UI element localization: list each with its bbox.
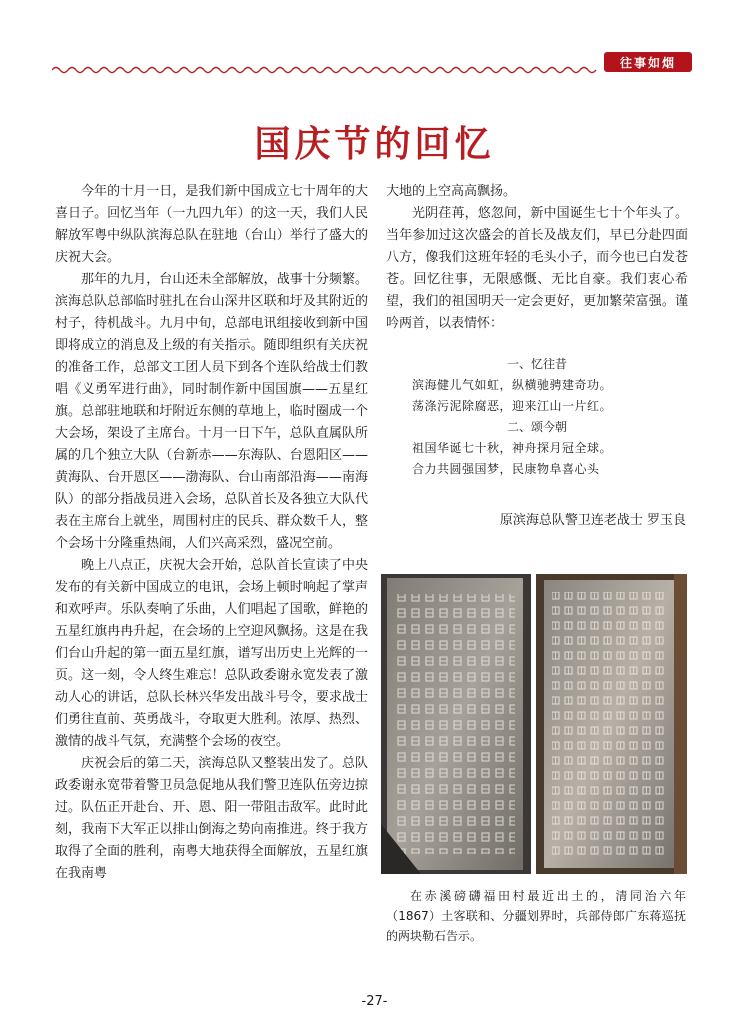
left-column — [55, 181, 368, 885]
paragraph-4-continued: 大地的上空高高飘扬。 — [386, 184, 517, 199]
poem-block — [386, 354, 688, 480]
poem-section-1-title: 一、忆往昔 — [506, 357, 567, 371]
paragraph-1: 今年的十月一日，是我们新中国成立七十周年的大喜日子。回忆当年（一九四九年）的这一天，我们人民解放军粤中纵队滨海总队在驻地（台山）举行了盛大的庆祝大会。 — [55, 184, 368, 265]
decorative-wavy-rule — [52, 64, 597, 76]
paragraph-3: 晚上八点正，庆祝大会开始，总队首长宣读了中央发布的有关新中国成立的电讯，会场上顿时响起了掌声和欢呼声。乐队奏响了乐曲，人们唱起了国歌，鲜艳的五星红旗冉冉升起，在会场的上空迎风飘扬。这是在我们台山升起的第一面五星红旗，谱写出历史上光辉的一页。这一刻，令人终生难忘！总队政委谢永宽发表了激动人心的讲话，总队长林兴华发出战斗号令，要求战士们勇往直前、英勇战斗，夺取更大胜利。浓厚、热烈、激情的战斗气氛，充满整个会场的夜空。 — [55, 558, 368, 749]
article-title: 国庆节的回忆 — [254, 124, 495, 165]
right-column — [386, 181, 688, 335]
paragraph-4: 庆祝会后的第二天，滨海总队又整装出发了。总队政委谢永宽带着警卫员急促地从我们警卫连队伍旁边掠过。队伍正开赴台、开、恩、阳一带阻击敌军。此时此刻，我南下大军正以排山倒海之势向南推进。终于我方取得了全面的胜利，南粤大地获得全面解放，五星红旗在我南粤 — [55, 756, 368, 881]
page-number: -27- — [361, 994, 388, 1009]
paragraph-5: 光阴荏苒，悠忽间，新中国诞生七十个年头了。当年参加过这次盛会的首长及战友们，早已分赴四面八方，像我们这班年轻的毛头小子，而今也已白发苍苍。回忆往事，无限感慨、无比自豪。我们衷心希望，我们的祖国明天一定会更好，更加繁荣富强。谨吟两首，以表情怀： — [386, 206, 688, 331]
poem-line: 滨海健儿气如虹，纵横驰骋建奇功。 — [412, 378, 613, 392]
poem-section-2-title: 二、颂今朝 — [506, 420, 567, 434]
section-tag: 往事如烟 — [604, 52, 692, 72]
photo-caption: 在赤溪磅礴福田村最近出土的，清同治六年（1867）土客联和、分疆划界时，兵部侍郎广东蒋巡抚的两块勒石告示。 — [386, 889, 686, 943]
poem-line: 祖国华诞七十秋，神舟探月冠全球。 — [412, 441, 613, 455]
stone-tablet-photo-1 — [381, 574, 531, 874]
paragraph-2: 那年的九月，台山还未全部解放，战事十分频繁。滨海总队总部临时驻扎在台山深井区联和圩及其附近的村子，待机战斗。九月中旬，总部电讯组接收到新中国即将成立的消息及上级的有关指示。随即组织有关庆祝的准备工作，总部文工团人员下到各个连队给战士们教唱《义勇军进行曲》，同时制作新中国国旗——五星红旗。总部驻地联和圩附近东侧的草地上，临时圈成一个大会场，架设了主席台。十月一日下午，总队直属队所属的几个独立大队（台新赤——东海队、台恩阳区——黄海队、台开恩区——渤海队、台山南部沿海——南海队）的部分指战员进入会场，总队首长及各独立大队代表在主席台上就坐，周围村庄的民兵、群众数千人，整个会场十分隆重热闹，人们兴高采烈，盛况空前。 — [55, 272, 368, 551]
author-signature: 原滨海总队警卫连老战士 罗玉良 — [499, 513, 686, 528]
stone-tablet-photo-2 — [536, 574, 687, 874]
poem-line: 荡涤污泥除腐恶，迎来江山一片红。 — [412, 399, 613, 413]
poem-line: 合力共圆强国梦，民康物阜喜心头 — [412, 462, 600, 476]
